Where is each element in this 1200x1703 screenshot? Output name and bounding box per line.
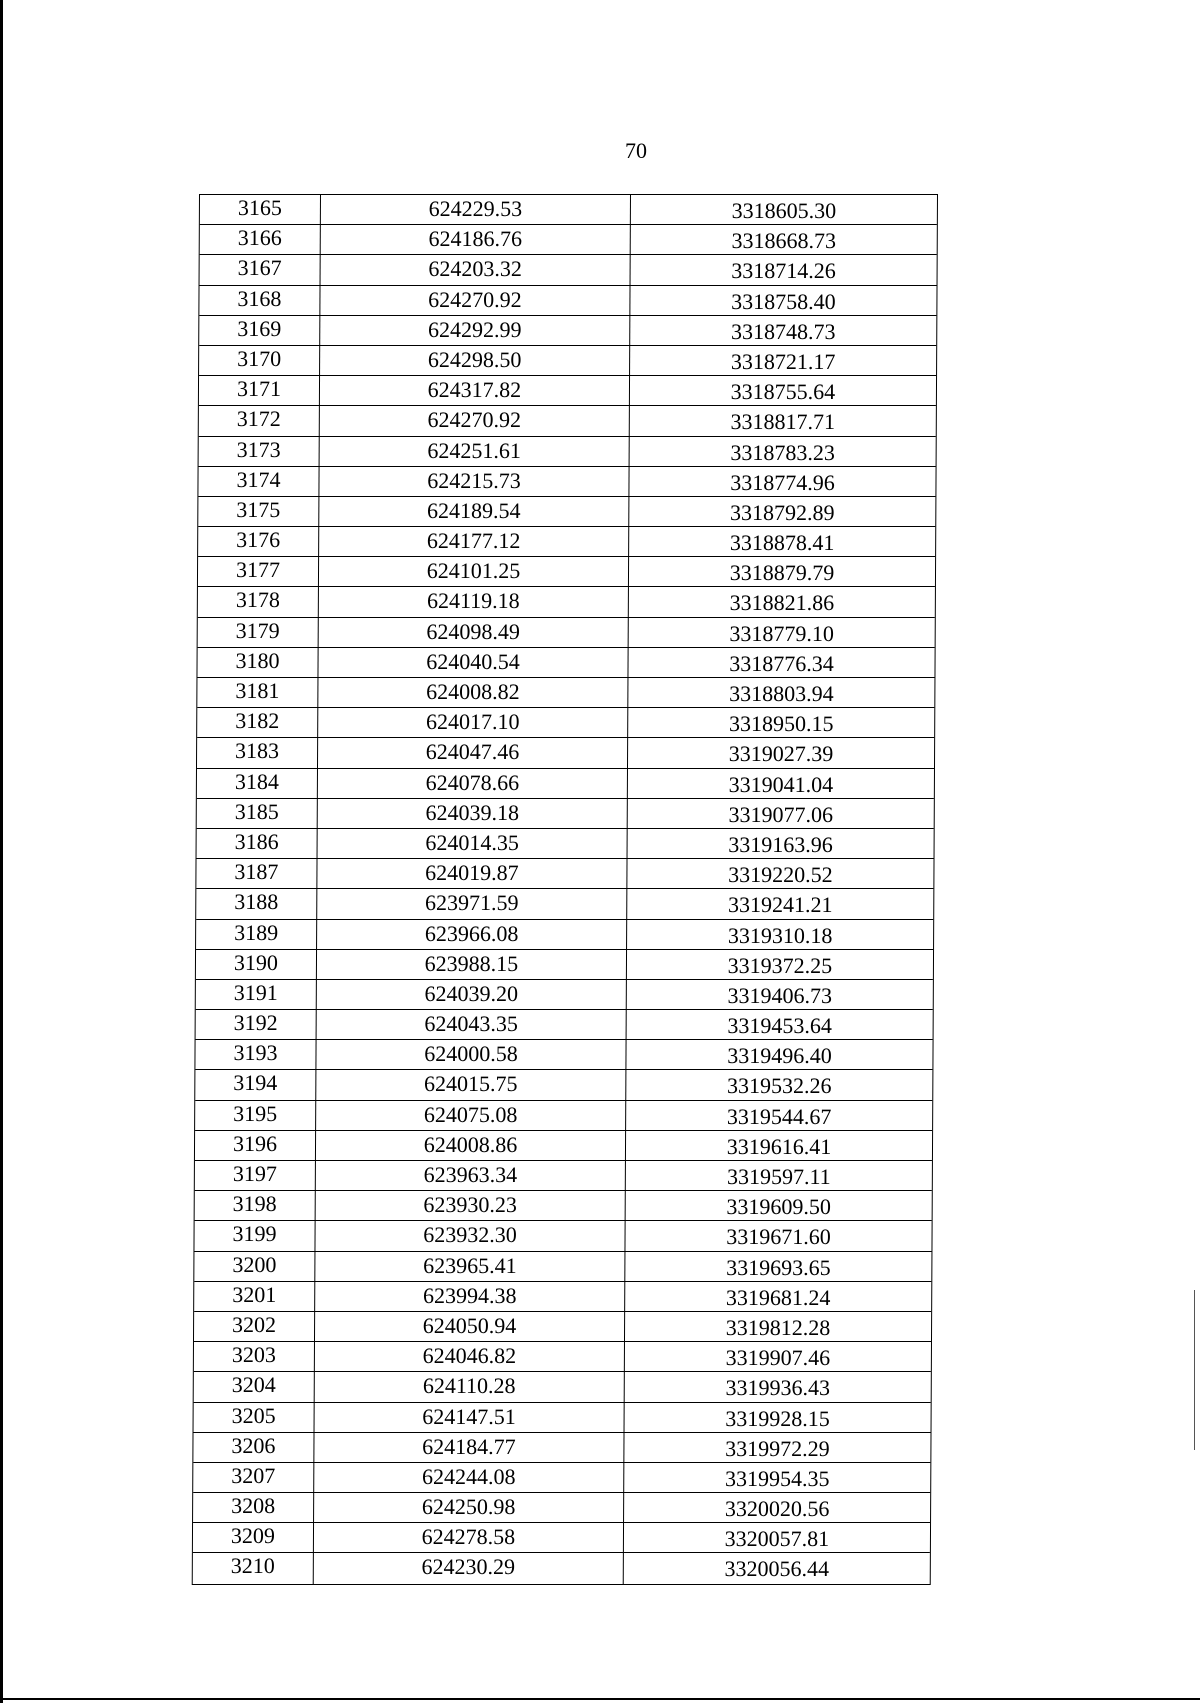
point-id-cell: 3187	[196, 859, 317, 888]
y-coordinate-cell: 3318783.23	[730, 439, 835, 465]
point-id-cell: 3180	[197, 648, 318, 677]
x-coordinate-cell: 624251.61	[320, 437, 630, 466]
y-coordinate-cell: 3318776.34	[729, 650, 834, 676]
y-coordinate-cell: 3320057.81	[724, 1526, 830, 1552]
table-row	[195, 1040, 932, 1070]
y-coordinate-cell: 3318714.26	[731, 258, 836, 284]
point-id-cell: 3184	[197, 769, 318, 798]
x-coordinate-cell: 624017.10	[318, 708, 628, 737]
y-coordinate-cell: 3319310.18	[727, 922, 833, 948]
point-id-cell: 3177	[198, 557, 319, 586]
y-coordinate-cell: 3318779.10	[729, 620, 835, 646]
coordinate-table	[192, 194, 938, 1585]
y-coordinate-cell: 3319027.39	[728, 741, 834, 767]
table-row	[195, 1101, 932, 1131]
y-coordinate-cell: 3319406.73	[727, 982, 833, 1008]
table-row	[195, 1070, 932, 1100]
point-id-cell: 3206	[193, 1433, 314, 1462]
table-row	[196, 920, 933, 950]
table-row	[198, 467, 935, 497]
table-row	[196, 1010, 933, 1040]
x-coordinate-cell: 624229.53	[321, 195, 631, 224]
x-coordinate-cell: 624177.12	[319, 527, 629, 556]
x-coordinate-cell: 624043.35	[317, 1010, 627, 1039]
table-row	[193, 1463, 930, 1493]
y-coordinate-cell: 3318821.86	[729, 590, 835, 616]
point-id-cell: 3174	[198, 467, 319, 496]
table-row	[193, 1493, 930, 1523]
scan-edge-left	[0, 0, 3, 1703]
table-row	[196, 889, 933, 919]
table-row	[194, 1372, 931, 1402]
point-id-cell: 3197	[195, 1161, 316, 1190]
y-coordinate-cell: 3319041.04	[728, 771, 834, 797]
x-coordinate-cell: 623930.23	[316, 1191, 626, 1220]
x-coordinate-cell: 624101.25	[319, 557, 629, 586]
point-id-cell: 3179	[198, 618, 319, 647]
x-coordinate-cell: 624046.82	[315, 1342, 625, 1371]
x-coordinate-cell: 623988.15	[317, 950, 627, 979]
y-coordinate-cell: 3319907.46	[725, 1345, 831, 1371]
point-id-cell: 3209	[193, 1523, 314, 1552]
y-coordinate-cell: 3318878.41	[729, 530, 835, 556]
table-row	[199, 346, 936, 376]
table-row	[198, 497, 935, 527]
table-row	[200, 255, 937, 285]
table-row	[200, 225, 937, 255]
table-row	[194, 1252, 931, 1282]
x-coordinate-cell: 624008.86	[316, 1131, 626, 1160]
x-coordinate-cell: 624189.54	[319, 497, 629, 526]
y-coordinate-cell: 3318792.89	[730, 499, 835, 525]
table-row	[198, 618, 935, 648]
table-row	[196, 859, 933, 889]
y-coordinate-cell: 3319077.06	[728, 801, 834, 827]
point-id-cell: 3204	[194, 1372, 315, 1401]
table-row	[193, 1553, 930, 1583]
x-coordinate-cell: 623932.30	[315, 1221, 625, 1250]
x-coordinate-cell: 624000.58	[316, 1040, 626, 1069]
scan-edge-bottom	[0, 1698, 1200, 1700]
point-id-cell: 3193	[195, 1040, 316, 1069]
point-id-cell: 3201	[194, 1282, 315, 1311]
table-row	[199, 376, 936, 406]
y-coordinate-cell: 3319496.40	[727, 1043, 832, 1069]
x-coordinate-cell: 623966.08	[317, 920, 627, 949]
point-id-cell: 3169	[199, 316, 320, 345]
y-coordinate-cell: 3318721.17	[730, 348, 836, 374]
point-id-cell: 3208	[193, 1493, 314, 1522]
y-coordinate-cell: 3319936.43	[725, 1375, 831, 1401]
table-row	[194, 1282, 931, 1312]
point-id-cell: 3165	[200, 195, 321, 224]
table-row	[195, 1131, 932, 1161]
y-coordinate-cell: 3318817.71	[730, 409, 836, 435]
point-id-cell: 3171	[199, 376, 320, 405]
y-coordinate-cell: 3319671.60	[726, 1224, 831, 1250]
y-coordinate-cell: 3318879.79	[729, 560, 835, 586]
point-id-cell: 3185	[197, 799, 318, 828]
y-coordinate-cell: 3319681.24	[725, 1284, 831, 1310]
point-id-cell: 3173	[199, 437, 320, 466]
x-coordinate-cell: 624039.20	[317, 980, 627, 1009]
table-row	[199, 437, 936, 467]
y-coordinate-cell: 3319972.29	[725, 1435, 830, 1461]
y-coordinate-cell: 3319616.41	[726, 1133, 832, 1159]
y-coordinate-cell: 3319812.28	[725, 1314, 831, 1340]
table-row	[196, 950, 933, 980]
point-id-cell: 3210	[193, 1553, 314, 1583]
point-id-cell: 3167	[200, 255, 321, 284]
x-coordinate-cell: 624075.08	[316, 1101, 626, 1130]
x-coordinate-cell: 624186.76	[321, 225, 631, 254]
x-coordinate-cell: 624147.51	[315, 1403, 625, 1432]
y-coordinate-cell: 3319453.64	[727, 1013, 832, 1039]
table-row	[197, 799, 934, 829]
table-row	[195, 1191, 932, 1221]
point-id-cell: 3200	[194, 1252, 315, 1281]
point-id-cell: 3190	[196, 950, 317, 979]
y-coordinate-cell: 3319609.50	[726, 1194, 832, 1220]
point-id-cell: 3178	[198, 587, 319, 616]
page-number: 70	[625, 138, 647, 163]
x-coordinate-cell: 624078.66	[318, 769, 628, 798]
y-coordinate-cell: 3319241.21	[727, 892, 833, 918]
x-coordinate-cell: 624050.94	[315, 1312, 625, 1341]
y-coordinate-cell: 3318803.94	[729, 681, 834, 706]
x-coordinate-cell: 624270.92	[320, 406, 630, 435]
point-id-cell: 3166	[200, 225, 321, 254]
y-coordinate-cell: 3320020.56	[724, 1496, 830, 1522]
table-row	[195, 1161, 932, 1191]
table-row	[193, 1433, 930, 1463]
point-id-cell: 3192	[196, 1010, 317, 1039]
x-coordinate-cell: 624184.77	[314, 1433, 624, 1462]
table-row	[198, 557, 935, 587]
table-row	[197, 738, 934, 768]
point-id-cell: 3188	[196, 889, 317, 918]
point-id-cell: 3205	[194, 1403, 315, 1432]
table-row	[198, 587, 935, 617]
table-row	[194, 1342, 931, 1372]
y-coordinate-cell: 3319532.26	[727, 1073, 832, 1099]
x-coordinate-cell: 624317.82	[320, 376, 630, 405]
scan-edge-right	[1194, 1290, 1195, 1450]
y-coordinate-cell: 3318774.96	[730, 469, 835, 495]
table-row	[199, 316, 936, 346]
point-id-cell: 3207	[193, 1463, 314, 1492]
table-row	[197, 708, 934, 738]
table-row	[199, 406, 936, 436]
x-coordinate-cell: 623971.59	[317, 889, 627, 918]
point-id-cell: 3199	[194, 1221, 315, 1250]
x-coordinate-cell: 624278.58	[314, 1523, 624, 1552]
y-coordinate-cell: 3318668.73	[731, 228, 837, 254]
y-coordinate-cell: 3320056.44	[724, 1556, 830, 1582]
y-coordinate-cell: 3318748.73	[730, 318, 836, 344]
x-coordinate-cell: 624019.87	[317, 859, 627, 888]
y-coordinate-cell: 3319163.96	[728, 831, 833, 857]
x-coordinate-cell: 623963.34	[316, 1161, 626, 1190]
table-row	[196, 980, 933, 1010]
x-coordinate-cell: 624014.35	[318, 829, 628, 858]
y-coordinate-cell: 3318758.40	[731, 288, 836, 314]
point-id-cell: 3172	[199, 406, 320, 435]
x-coordinate-cell: 624098.49	[319, 618, 629, 647]
table-row	[200, 195, 937, 225]
x-coordinate-cell: 624119.18	[319, 587, 629, 616]
point-id-cell: 3203	[194, 1342, 315, 1371]
y-coordinate-cell: 3318950.15	[728, 711, 834, 737]
table-row	[197, 769, 934, 799]
y-coordinate-cell: 3319954.35	[724, 1465, 830, 1491]
y-coordinate-cell: 3319597.11	[726, 1164, 831, 1189]
point-id-cell: 3170	[199, 346, 320, 375]
table-row	[197, 648, 934, 678]
y-coordinate-cell: 3319544.67	[726, 1103, 832, 1129]
x-coordinate-cell: 624250.98	[314, 1493, 624, 1522]
x-coordinate-cell: 624298.50	[320, 346, 630, 375]
table-row	[198, 527, 935, 557]
point-id-cell: 3181	[197, 678, 318, 707]
x-coordinate-cell: 624008.82	[318, 678, 628, 707]
x-coordinate-cell: 623965.41	[315, 1252, 625, 1281]
table-row	[197, 678, 934, 708]
point-id-cell: 3191	[196, 980, 317, 1009]
point-id-cell: 3176	[198, 527, 319, 556]
x-coordinate-cell: 624047.46	[318, 738, 628, 767]
x-coordinate-cell: 624203.32	[321, 255, 631, 284]
table-row	[194, 1312, 931, 1342]
point-id-cell: 3168	[199, 286, 320, 315]
x-coordinate-cell: 624039.18	[318, 799, 628, 828]
x-coordinate-cell: 624270.92	[320, 286, 630, 315]
x-coordinate-cell: 624292.99	[320, 316, 630, 345]
point-id-cell: 3194	[195, 1070, 316, 1099]
y-coordinate-cell: 3318755.64	[730, 379, 836, 405]
point-id-cell: 3195	[195, 1101, 316, 1130]
table-row	[197, 829, 934, 859]
point-id-cell: 3182	[197, 708, 318, 737]
x-coordinate-cell: 624230.29	[314, 1553, 624, 1583]
table-row	[199, 286, 936, 316]
x-coordinate-cell: 624015.75	[316, 1070, 626, 1099]
y-coordinate-cell: 3318605.30	[731, 198, 837, 223]
table-row	[194, 1403, 931, 1433]
y-coordinate-cell: 3319372.25	[727, 952, 833, 978]
x-coordinate-cell: 624110.28	[315, 1372, 625, 1401]
point-id-cell: 3202	[194, 1312, 315, 1341]
point-id-cell: 3186	[197, 829, 318, 858]
y-coordinate-cell: 3319928.15	[725, 1405, 830, 1431]
point-id-cell: 3196	[195, 1131, 316, 1160]
y-coordinate-cell: 3319693.65	[726, 1254, 831, 1280]
point-id-cell: 3198	[195, 1191, 316, 1220]
point-id-cell: 3183	[197, 738, 318, 767]
x-coordinate-cell: 624244.08	[314, 1463, 624, 1492]
x-coordinate-cell: 624215.73	[319, 467, 629, 496]
x-coordinate-cell: 623994.38	[315, 1282, 625, 1311]
table-row	[194, 1221, 931, 1251]
point-id-cell: 3189	[196, 920, 317, 949]
y-coordinate-cell: 3319220.52	[728, 862, 833, 888]
point-id-cell: 3175	[198, 497, 319, 526]
table-row	[193, 1523, 930, 1553]
x-coordinate-cell: 624040.54	[318, 648, 628, 677]
